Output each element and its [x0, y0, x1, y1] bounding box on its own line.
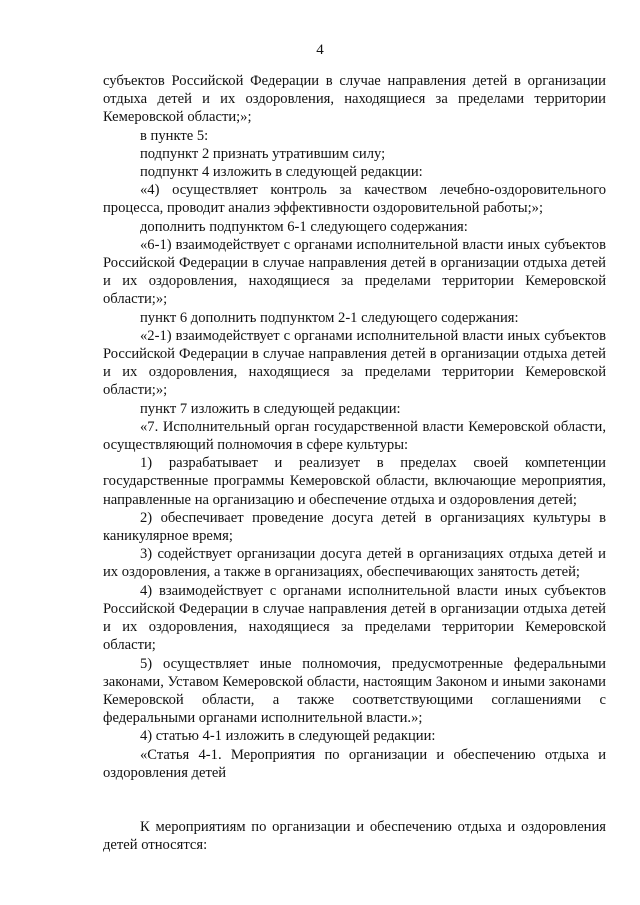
paragraph: «4) осуществляет контроль за качеством лечебно-оздоровительного процесса, проводит анализ эффективности оздоровительной работы;»;	[103, 182, 606, 217]
paragraph: 3) содействует организации досуга детей в организациях отдыха детей и их оздоровления, а также в организациях, обеспечивающих занятость детей;	[103, 546, 606, 581]
paragraph: 4) статью 4-1 изложить в следующей редакции:	[140, 728, 436, 745]
paragraph: дополнить подпунктом 6-1 следующего содержания:	[140, 218, 468, 235]
paragraph: пункт 6 дополнить подпунктом 2-1 следующего содержания:	[140, 309, 519, 326]
paragraph: «7. Исполнительный орган государственной власти Кемеровской области, осуществляющий полномочия в сфере культуры:	[103, 418, 606, 454]
spacer	[103, 782, 606, 818]
paragraph: «6-1) взаимодействует с органами исполнительной власти иных субъектов Российской Федерации в случае направления детей в организации отдыха детей и их оздоровления, находящиеся за пределами территории Кемеровской области;»;	[103, 236, 606, 308]
paragraph: 4) взаимодействует с органами исполнительной власти иных субъектов Российской Федерации в случае направления детей в организации отдыха детей и их оздоровления, находящиеся за пределами территории Кемеровской области;	[103, 582, 606, 654]
paragraph: субъектов Российской Федерации в случае направления детей в организации отдыха детей и их оздоровления, находящиеся за пределами территории Кемеровской области;»;	[103, 73, 606, 126]
paragraph: «2-1) взаимодействует с органами исполнительной власти иных субъектов Российской Федерации в случае направления детей в организации отдыха детей и их оздоровления, находящиеся за пределами территории Кемеровской области;»;	[103, 327, 606, 399]
paragraph: пункт 7 изложить в следующей редакции:	[140, 400, 401, 417]
article-heading: «Статья 4-1. Мероприятия по организации и обеспечению отдыха и оздоровления детей	[103, 746, 606, 781]
paragraph: 2) обеспечивает проведение досуга детей в организациях культуры в каникулярное время;	[103, 509, 606, 545]
document-body	[103, 72, 606, 854]
paragraph: подпункт 4 изложить в следующей редакции:	[140, 164, 423, 181]
paragraph: 1) разрабатывает и реализует в пределах своей компетенции государственные программы Кемеровской области, включающие мероприятия, направленные на организацию и обеспечение отдыха и оздоровления детей;	[103, 455, 606, 508]
page-number: 4	[316, 42, 324, 58]
paragraph: подпункт 2 признать утратившим силу;	[140, 145, 386, 162]
paragraph: в пункте 5:	[140, 127, 209, 144]
paragraph: К мероприятиям по организации и обеспечению отдыха и оздоровления детей относятся:	[103, 818, 606, 854]
paragraph: 5) осуществляет иные полномочия, предусмотренные федеральными законами, Уставом Кемеровской области, настоящим Законом и иными законами Кемеровской области, а также соответствующими соглашениями с федеральными органами исполнительной власти.»;	[103, 655, 606, 727]
